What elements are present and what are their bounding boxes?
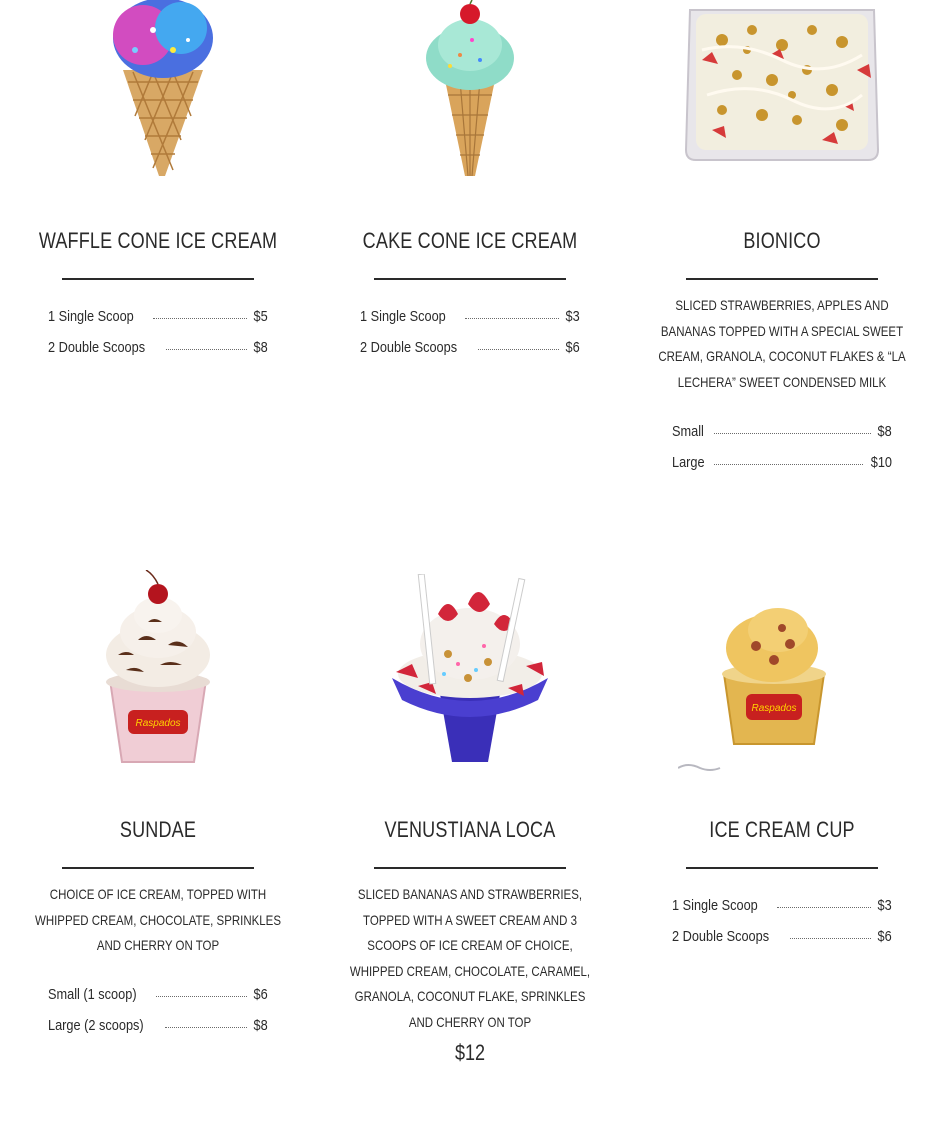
- title-divider: [686, 278, 878, 280]
- price-row-label: 2 Double Scoops: [672, 928, 770, 945]
- title-divider: [62, 278, 254, 280]
- price-row: [672, 897, 892, 914]
- price-row-label: 2 Double Scoops: [48, 339, 146, 356]
- svg-text:Raspados: Raspados: [751, 703, 797, 714]
- item-title: VENUSTIANA LOCA: [384, 817, 556, 842]
- price-row: [672, 454, 892, 471]
- dot-leader: [478, 349, 559, 350]
- ice-cream-cup-image: [678, 604, 838, 784]
- price-row-price: $8: [253, 339, 268, 356]
- price-row-price: $3: [877, 897, 892, 914]
- price-row-label: Large: [672, 454, 705, 471]
- dot-leader: [777, 907, 871, 908]
- title-divider: [686, 867, 878, 869]
- svg-text:Raspados: Raspados: [135, 718, 181, 729]
- dot-leader: [714, 433, 872, 434]
- dot-leader: [156, 996, 247, 997]
- item-price: $12: [454, 1040, 486, 1065]
- price-row: [672, 423, 892, 440]
- menu-item-sundae: [8, 560, 308, 1060]
- price-row-price: $6: [565, 339, 580, 356]
- cake-cone-ice-cream-image: [420, 0, 520, 180]
- dot-leader: [166, 349, 247, 350]
- menu-item-waffle-cone: [8, 0, 308, 380]
- price-row-price: $3: [565, 308, 580, 325]
- price-row-label: 1 Single Scoop: [48, 308, 134, 325]
- item-title: SUNDAE: [119, 817, 197, 842]
- price-row-price: $6: [253, 986, 268, 1003]
- item-title: WAFFLE CONE ICE CREAM: [38, 228, 278, 253]
- dot-leader: [714, 464, 863, 465]
- item-description: CHOICE OF ICE CREAM, TOPPED WITH WHIPPED CREAM, CHOCOLATE, SPRINKLES AND CHERRY ON TOP: [34, 886, 281, 954]
- item-title: ICE CREAM CUP: [709, 817, 855, 842]
- price-row: [48, 986, 268, 1003]
- title-divider: [62, 867, 254, 869]
- menu-item-bionico: [632, 0, 932, 500]
- venustiana-loca-bowl-image: [388, 574, 552, 764]
- price-row-label: 1 Single Scoop: [360, 308, 446, 325]
- dot-leader: [465, 318, 559, 319]
- item-title: CAKE CONE ICE CREAM: [362, 228, 578, 253]
- price-row-price: $8: [877, 423, 892, 440]
- price-row-label: Small (1 scoop): [48, 986, 137, 1003]
- bionico-fruit-tray-image: [682, 0, 882, 162]
- menu-item-cake-cone: [320, 0, 620, 380]
- price-row-price: $5: [253, 308, 268, 325]
- dot-leader: [165, 1027, 248, 1028]
- price-row-price: $10: [870, 454, 892, 471]
- sundae-cup-image: [98, 570, 218, 770]
- dot-leader: [790, 938, 871, 939]
- price-row: [672, 928, 892, 945]
- price-row: [360, 308, 580, 325]
- price-row: [48, 1017, 268, 1034]
- item-title: BIONICO: [743, 228, 821, 253]
- title-divider: [374, 278, 566, 280]
- price-row-price: $8: [253, 1017, 268, 1034]
- dot-leader: [153, 318, 247, 319]
- waffle-cone-ice-cream-image: [103, 0, 223, 180]
- menu-item-venustiana-loca: [320, 560, 620, 1080]
- price-row-label: 2 Double Scoops: [360, 339, 458, 356]
- item-description: SLICED BANANAS AND STRAWBERRIES, TOPPED WITH A SWEET CREAM AND 3 SCOOPS OF ICE CREAM OF CHOICE, WHIPPED CREAM, CHOCOLATE, CARAMEL, GRANOLA, COCONUT FLAKE, SPRINKLES AND CHERRY ON TOP: [349, 886, 591, 1030]
- price-row-label: Small: [672, 423, 704, 440]
- item-description: SLICED STRAWBERRIES, APPLES AND BANANAS TOPPED WITH A SPECIAL SWEET CREAM, GRANOLA, COCONUT FLAKES & “LA LECHERA” SWEET CONDENSED MILK: [658, 297, 906, 390]
- title-divider: [374, 867, 566, 869]
- price-row: [48, 308, 268, 325]
- price-row-label: 1 Single Scoop: [672, 897, 758, 914]
- price-row-label: Large (2 scoops): [48, 1017, 144, 1034]
- price-row: [48, 339, 268, 356]
- menu-item-ice-cream-cup: [632, 560, 932, 980]
- price-row: [360, 339, 580, 356]
- price-row-price: $6: [877, 928, 892, 945]
